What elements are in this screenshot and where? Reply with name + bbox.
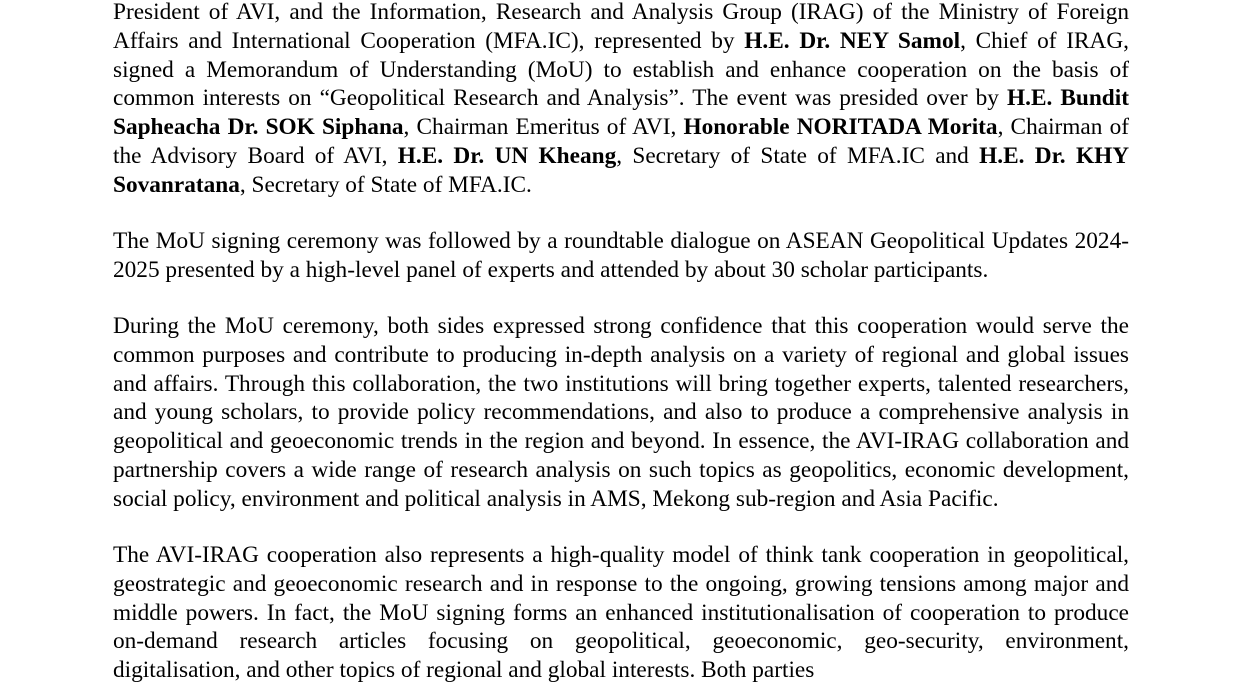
text-run: , Chief of IRAG, signed a Memorandum of Understanding (MoU) to establish and enhance cooperation on the basis of common interests on “Geopolitical Research and Analysis”. The event was presided over by [113, 27, 1129, 112]
bold-text-run: H.E. Dr. KHY Sovanratana [113, 142, 1130, 198]
bold-text-run: H.E. Dr. UN Kheang [397, 142, 617, 169]
text-run: President of AVI, and the Information, Research and Analysis Group (IRAG) of the Ministry of Foreign Affairs and International Cooperation (MFA.IC), represented by [113, 0, 1129, 54]
bold-text-run: Honorable NORITADA Morita [683, 114, 998, 141]
paragraph [113, 0, 1129, 200]
paragraph [113, 541, 1129, 685]
text-run: The MoU signing ceremony was followed by a roundtable dialogue on ASEAN Geopolitical Updates 2024-2025 presented by a high-level panel of experts and attended by about 30 scholar participants. [113, 227, 1129, 283]
paragraph [113, 312, 1129, 514]
paragraph [113, 227, 1129, 285]
text-run: The AVI-IRAG cooperation also represents a high-quality model of think tank cooperation in geopolitical, geostrategic and geoeconomic research and in response to the ongoing, growing tensions among major and middle powers. In fact, the MoU signing forms an enhanced institutionalisation of cooperation to produce on-demand research articles focusing on geopolitical, geoeconomic, geo-security, environment, digitalisation, and other topics of regional and global interests. Both parties [113, 541, 1129, 684]
bold-text-run: H.E. Dr. NEY Samol [744, 27, 961, 54]
document-text-column [113, 0, 1129, 700]
text-run: , Chairman of the Advisory Board of AVI, [113, 114, 1129, 169]
text-run: , Secretary of State of MFA.IC and [616, 142, 980, 169]
text-run: During the MoU ceremony, both sides expressed strong confidence that this cooperation would serve the common purposes and contribute to producing in-depth analysis on a variety of regional and global issues and affairs. Through this collaboration, the two institutions will bring together experts, talented researchers, and young scholars, to provide policy recommendations, and also to produce a comprehensive analysis in geopolitical and geoeconomic trends in the region and beyond. In essence, the AVI-IRAG collaboration and partnership covers a wide range of research analysis on such topics as geopolitics, economic development, social policy, environment and political analysis in AMS, Mekong sub-region and Asia Pacific. [113, 312, 1129, 512]
bold-text-run: H.E. Bundit Sapheacha Dr. SOK Siphana [113, 85, 1129, 141]
text-run: , Chairman Emeritus of AVI, [403, 114, 684, 141]
text-run: , Secretary of State of MFA.IC. [239, 171, 532, 198]
